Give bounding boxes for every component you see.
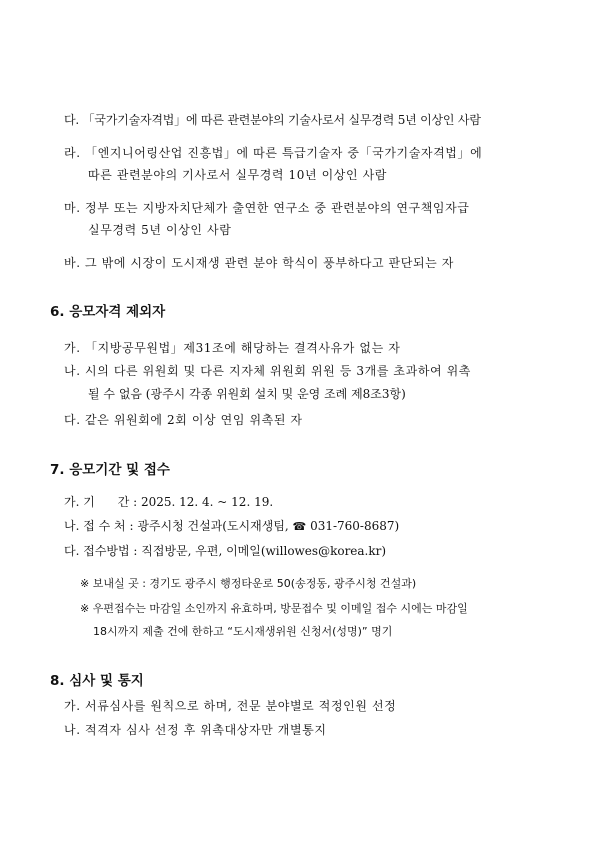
phone-icon: ☎ [292,520,307,533]
qualification-item-da: 다. 「국가기술자격법」에 따른 관련분야의 기술사로서 실무경력 5년 이상인 사람 [64,113,481,127]
qualification-item-ma-cont: 실무경력 5년 이상인 사람 [88,223,232,237]
exclusion-item-na: 나. 시의 다른 위원회 및 다른 지자체 위원회 위원 등 3개를 초과하여 위촉 [64,364,472,378]
section-6-title: 6. 응모자격 제외자 [50,304,166,320]
exclusion-item-na-cont: 될 수 없음 (광주시 각종 위원회 설치 및 운영 조례 제8조3항) [88,387,406,401]
note-postal: ※ 우편접수는 마감일 소인까지 유효하며, 방문접수 및 이메일 접수 시에는 마감일 [80,602,468,615]
application-office-label: 나. 접 수 처 : [64,519,138,533]
application-method: 다. 접수방법 : 직접방문, 우편, 이메일(willowes@korea.kr) [64,544,387,558]
application-office-value: 광주시청 건설과(도시재생팀, [137,519,293,533]
qualification-item-ra: 라. 「엔지니어링산업 진흥법」에 따른 특급기술자 중「국가기술자격법」에 [64,146,483,160]
application-period [64,494,273,510]
section-7-title: 7. 응모기간 및 접수 [50,462,170,478]
section-8-title: 8. 심사 및 통지 [50,673,144,689]
note-postal-cont: 18시까지 제출 건에 한하고 “도시재생위원 신청서(성명)” 명기 [93,625,393,638]
review-item-na: 나. 적격자 심사 선정 후 위촉대상자만 개별통지 [64,723,327,737]
qualification-item-ma: 마. 정부 또는 지방자치단체가 출연한 연구소 중 관련분야의 연구책임자급 [64,201,470,215]
application-period-label: 가. 기 간 : [64,495,141,509]
application-office [64,518,399,535]
exclusion-item-ga: 가. 「지방공무원법」제31조에 해당하는 결격사유가 없는 자 [64,341,401,355]
phone-number: 031-760-8687) [306,519,400,533]
exclusion-item-da: 다. 같은 위원회에 2회 이상 연임 위촉된 자 [64,413,303,427]
note-address: ※ 보내실 곳 : 경기도 광주시 행정타운로 50(송정동, 광주시청 건설과) [80,577,417,590]
qualification-item-ra-cont: 따른 관련분야의 기사로서 실무경력 10년 이상인 사람 [88,168,387,182]
qualification-item-ba: 바. 그 밖에 시장이 도시재생 관련 분야 학식이 풍부하다고 판단되는 자 [64,256,454,270]
review-item-ga: 가. 서류심사를 원칙으로 하며, 전문 분야별로 적정인원 선정 [64,699,397,713]
application-period-value: 2025. 12. 4. ~ 12. 19. [140,495,274,509]
